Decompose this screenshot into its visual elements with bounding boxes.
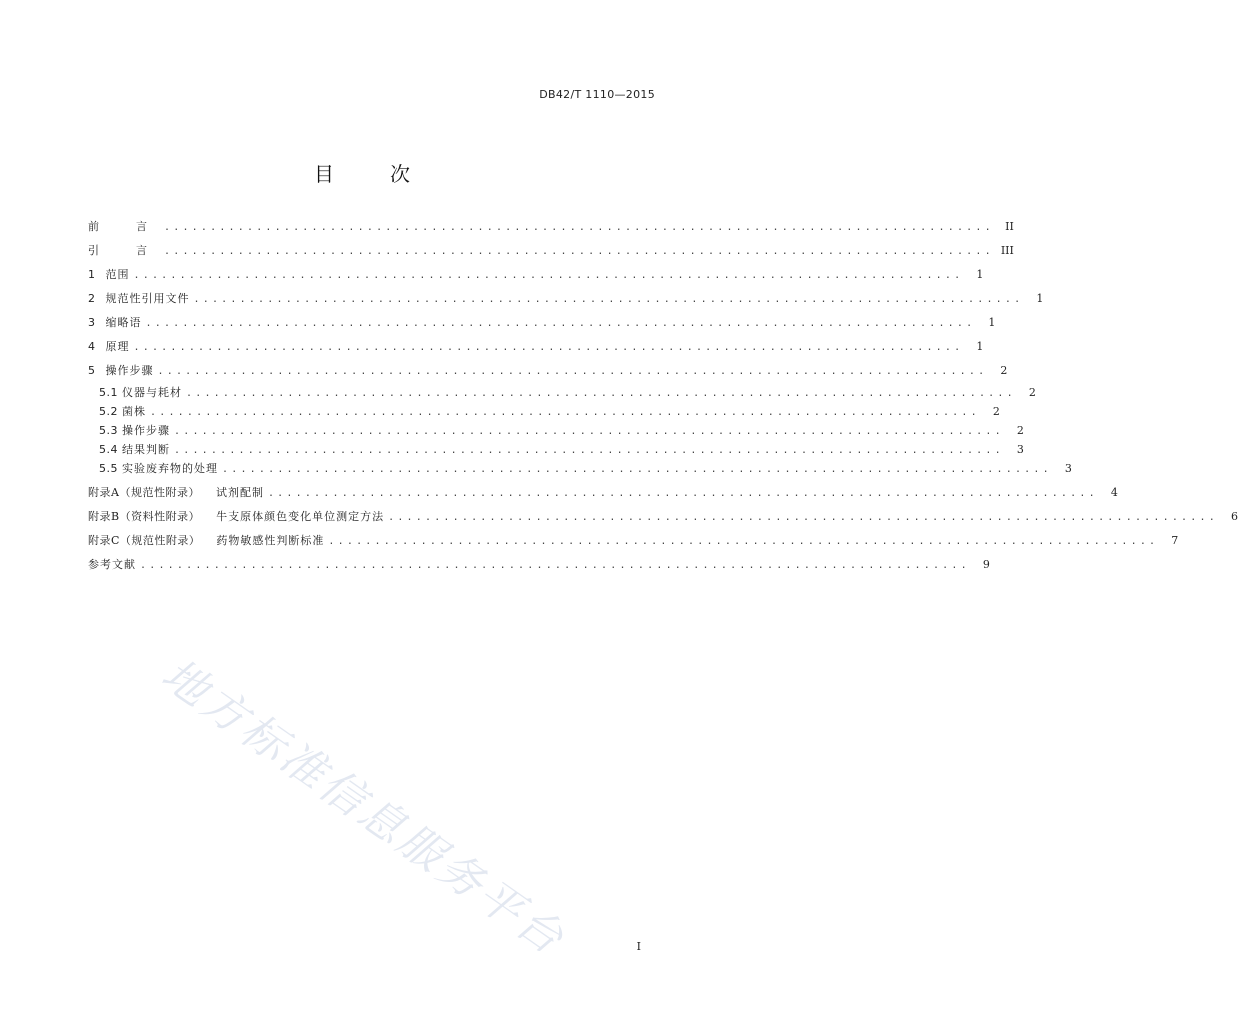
toc-entry-result-judgment[interactable] <box>99 441 1024 459</box>
toc-entry-waste-disposal[interactable] <box>99 460 1072 478</box>
dot-leader: .......................................................................................... <box>186 388 1016 399</box>
toc-label: 实验废弃物的处理 <box>122 462 218 475</box>
toc-number: 3 <box>88 316 96 329</box>
toc-label: 前 言 <box>88 220 160 233</box>
toc-number: 5.4 <box>99 443 118 456</box>
toc-number: 1 <box>88 268 96 281</box>
toc-entry-abbreviations[interactable] <box>88 314 996 332</box>
dot-leader: .......................................................................................... <box>174 426 1004 437</box>
toc-entry-normative-references[interactable] <box>88 290 1044 308</box>
toc-page: 1 <box>976 340 984 353</box>
toc-entry-appendix-b[interactable] <box>88 508 1238 526</box>
toc-label: 参考文献 <box>88 558 136 571</box>
toc-number: 5 <box>88 364 96 377</box>
toc-page: 6 <box>1230 510 1238 523</box>
toc-page: 1 <box>1036 292 1044 305</box>
toc-entry-procedure-steps[interactable] <box>99 422 1024 440</box>
dot-leader: .......................................................................................... <box>157 366 988 377</box>
toc-page: 2 <box>992 405 1000 418</box>
toc-page: 2 <box>1000 364 1008 377</box>
toc-page: 2 <box>1016 424 1024 437</box>
dot-leader: .......................................................................................... <box>267 488 1098 499</box>
toc-label: 牛支原体颜色变化单位测定方法 <box>216 510 385 523</box>
dot-leader: .......................................................................................... <box>140 560 970 571</box>
toc-page: II <box>1005 220 1014 233</box>
toc-label: 范围 <box>105 268 130 281</box>
dot-leader: .......................................................................................... <box>193 294 1024 305</box>
toc-label: 原理 <box>105 340 130 353</box>
dot-leader: .......................................................................................... <box>164 222 994 233</box>
toc-label: 缩略语 <box>105 316 142 329</box>
dot-leader: .......................................................................................... <box>174 445 1004 456</box>
toc-label: 试剂配制 <box>215 486 264 499</box>
toc-label: 药物敏感性判断标准 <box>216 534 325 547</box>
toc-label: 菌株 <box>122 405 146 418</box>
toc-entry-foreword[interactable] <box>88 218 1014 236</box>
toc-number: 4 <box>88 340 96 353</box>
toc-number: 5.2 <box>99 405 118 418</box>
toc-entry-bibliography[interactable] <box>88 556 990 574</box>
toc-entry-instruments[interactable] <box>99 384 1036 402</box>
toc-page: 4 <box>1110 486 1118 499</box>
toc-entry-principle[interactable] <box>88 338 984 356</box>
dot-leader: .......................................................................................... <box>133 270 964 281</box>
toc-page: 1 <box>976 268 984 281</box>
toc-page: 3 <box>1016 443 1024 456</box>
toc-number: 5.5 <box>99 462 118 475</box>
toc-number: 2 <box>88 292 96 305</box>
toc-page: III <box>1000 244 1014 257</box>
toc-entry-appendix-a[interactable] <box>88 484 1118 502</box>
toc-label: 引 言 <box>88 244 160 257</box>
toc-page: 9 <box>982 558 990 571</box>
appendix-id: 附录B（资料性附录） <box>88 510 201 523</box>
toc-page: 3 <box>1064 462 1072 475</box>
appendix-id: 附录A（规范性附录） <box>88 486 200 499</box>
dot-leader: .......................................................................................... <box>222 464 1052 475</box>
dot-leader: .......................................................................................... <box>164 246 994 257</box>
dot-leader: .......................................................................................... <box>133 342 964 353</box>
toc-entry-procedure[interactable] <box>88 362 1008 380</box>
appendix-id: 附录C（规范性附录） <box>88 534 201 547</box>
dot-leader: .......................................................................................... <box>328 536 1159 547</box>
toc-label: 仪器与耗材 <box>122 386 182 399</box>
toc-label: 操作步骤 <box>105 364 154 377</box>
toc-entry-strains[interactable] <box>99 403 1000 421</box>
dot-leader: .......................................................................................... <box>145 318 976 329</box>
toc-entry-appendix-c[interactable] <box>88 532 1179 550</box>
dot-leader: .......................................................................................... <box>388 512 1218 523</box>
dot-leader: .......................................................................................... <box>150 407 980 418</box>
toc-entry-introduction[interactable] <box>88 242 1014 260</box>
toc-label: 结果判断 <box>122 443 170 456</box>
toc-page: 1 <box>988 316 996 329</box>
watermark: 地方标准信息服务平台 <box>152 649 575 967</box>
toc-entry-scope[interactable] <box>88 266 984 284</box>
toc-number: 5.1 <box>99 386 118 399</box>
page-number: I <box>636 940 641 953</box>
toc-label: 规范性引用文件 <box>105 292 190 305</box>
toc-page: 7 <box>1171 534 1179 547</box>
toc-page: 2 <box>1028 386 1036 399</box>
page-title: 目 次 <box>314 162 428 186</box>
standard-code: DB42/T 1110—2015 <box>539 88 655 101</box>
toc-number: 5.3 <box>99 424 118 437</box>
toc-label: 操作步骤 <box>122 424 170 437</box>
